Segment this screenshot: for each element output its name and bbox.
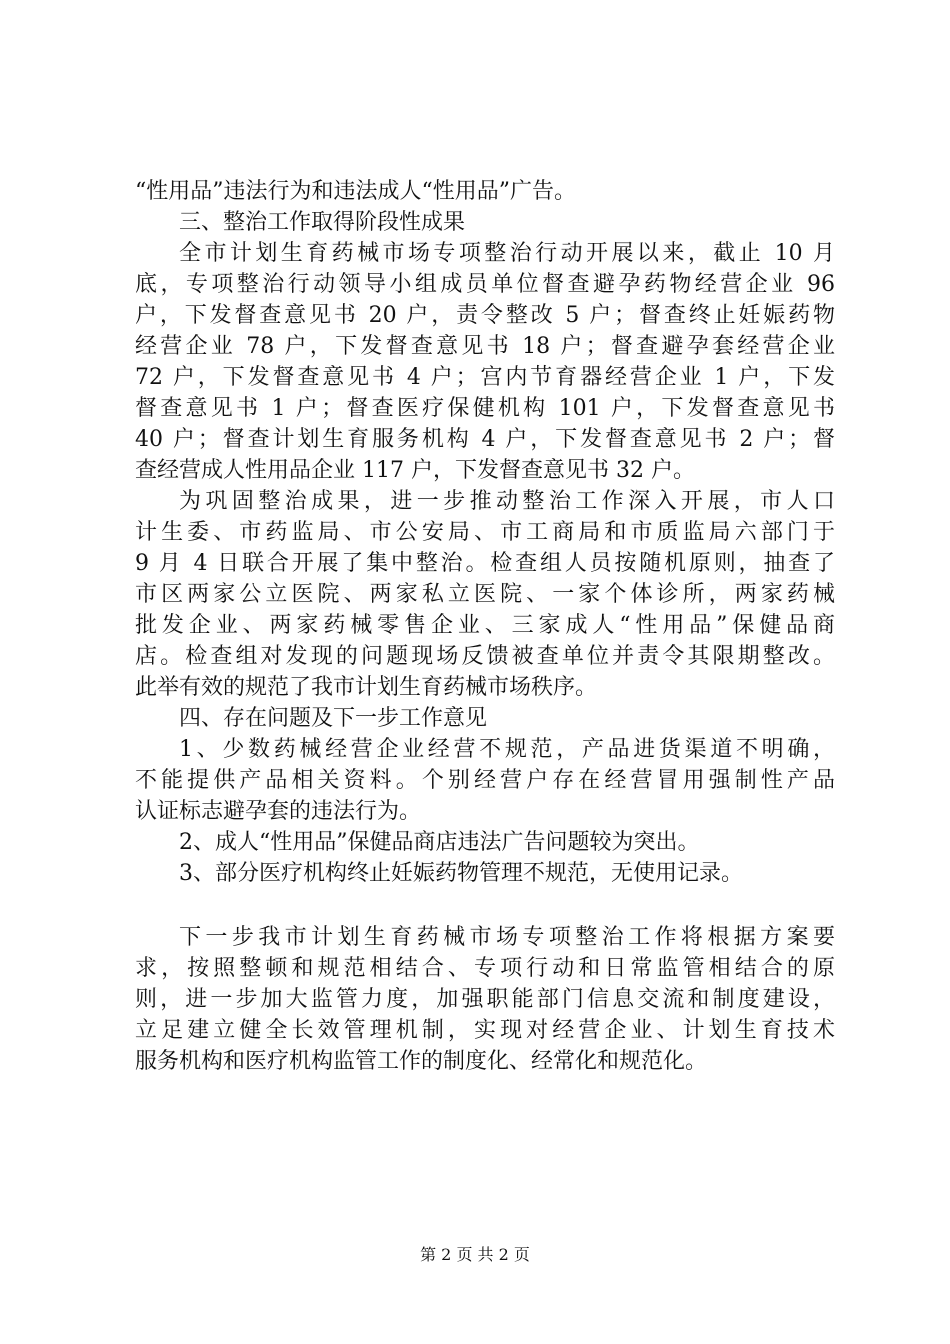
- body-line: 9 月 4 日联合开展了集中整治。检查组人员按随机原则，抽查了: [135, 551, 835, 576]
- body-line: 底，专项整治行动领导小组成员单位督查避孕药物经营企业 96: [135, 272, 835, 297]
- body-line: 不能提供产品相关资料。个别经营户存在经营冒用强制性产品: [135, 768, 835, 793]
- body-line: 市区两家公立医院、两家私立医院、一家个体诊所，两家药械: [135, 582, 835, 607]
- body-line: 为巩固整治成果，进一步推动整治工作深入开展，市人口: [179, 489, 835, 514]
- body-line: 下一步我市计划生育药械市场专项整治工作将根据方案要: [179, 925, 835, 950]
- body-line: 2、成人“性用品”保健品商店违法广告问题较为突出。: [179, 830, 700, 855]
- page-number-footer: 第 2 页 共 2 页: [420, 1245, 530, 1264]
- body-line: “性用品”违法行为和违法成人“性用品”广告。: [135, 179, 576, 204]
- body-line: 店。检查组对发现的问题现场反馈被查单位并责令其限期整改。: [135, 644, 835, 669]
- section-heading-3: 三、整治工作取得阶段性成果: [179, 210, 466, 235]
- document-body: [135, 176, 835, 1077]
- body-line: 户，下发督查意见书 20 户，责令整改 5 户；督查终止妊娠药物: [135, 303, 835, 328]
- body-line: 全市计划生育药械市场专项整治行动开展以来，截止 10 月: [179, 241, 835, 266]
- body-line: 40 户；督查计划生育服务机构 4 户，下发督查意见书 2 户；督: [135, 427, 835, 452]
- body-line: 3、部分医疗机构终止妊娠药物管理不规范，无使用记录。: [179, 861, 743, 886]
- body-line: 1、少数药械经营企业经营不规范，产品进货渠道不明确，: [179, 737, 835, 762]
- paragraph-gap: [135, 889, 835, 922]
- body-line: 则，进一步加大监管力度，加强职能部门信息交流和制度建设，: [135, 987, 835, 1012]
- body-line: 求，按照整顿和规范相结合、专项行动和日常监管相结合的原: [135, 956, 835, 981]
- body-line: 服务机构和医疗机构监管工作的制度化、经常化和规范化。: [135, 1049, 708, 1074]
- body-line: 督查意见书 1 户；督查医疗保健机构 101 户，下发督查意见书: [135, 396, 835, 421]
- body-line: 批发企业、两家药械零售企业、三家成人“性用品”保健品商: [135, 613, 835, 638]
- body-line: 计生委、市药监局、市公安局、市工商局和市质监局六部门于: [135, 520, 835, 545]
- body-line: 查经营成人性用品企业 117 户，下发督查意见书 32 户。: [135, 458, 695, 483]
- body-line: 72 户，下发督查意见书 4 户；宫内节育器经营企业 1 户，下发: [135, 365, 835, 390]
- section-heading-4: 四、存在问题及下一步工作意见: [179, 706, 488, 731]
- body-line: 立足建立健全长效管理机制，实现对经营企业、计划生育技术: [135, 1018, 835, 1043]
- body-line: 认证标志避孕套的违法行为。: [135, 799, 422, 824]
- body-line: 经营企业 78 户，下发督查意见书 18 户；督查避孕套经营企业: [135, 334, 835, 359]
- body-line: 此举有效的规范了我市计划生育药械市场秩序。: [135, 675, 598, 700]
